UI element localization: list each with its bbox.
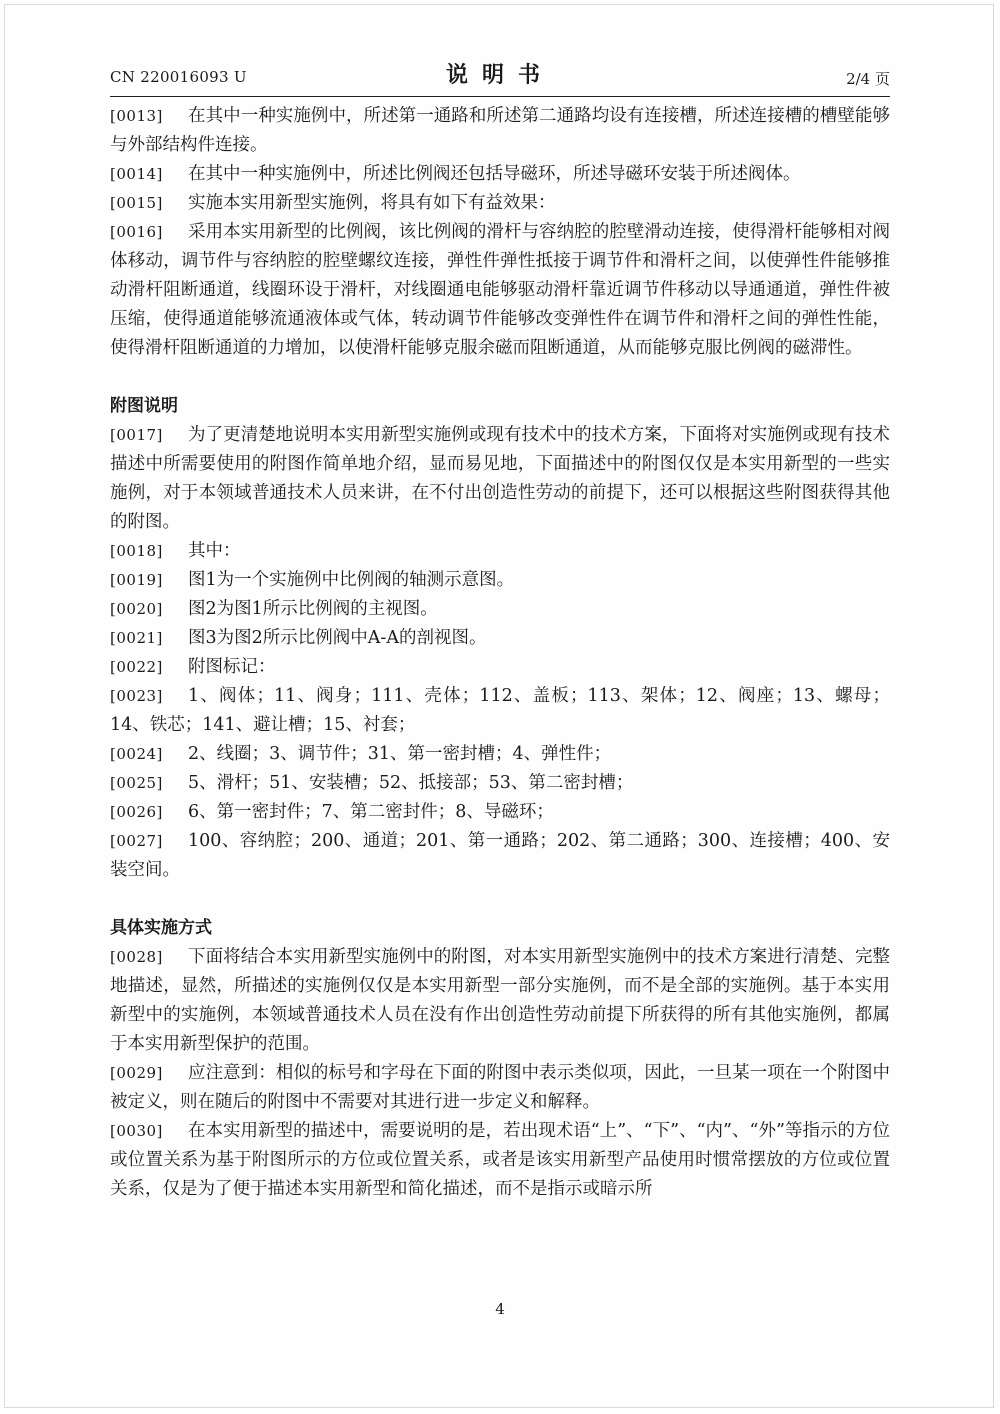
paragraph xyxy=(110,653,890,682)
paragraph-text: 在其中一种实施例中，所述比例阀还包括导磁环，所述导磁环安装于所述阀体。 xyxy=(188,164,801,184)
paragraph-text: 为了更清楚地说明本实用新型实施例或现有技术中的技术方案，下面将对实施例或现有技术描述中所需要使用的附图作简单地介绍，显而易见地，下面描述中的附图仅仅是本实用新型的一些实施例，对于本领域普通技术人员来讲，在不付出创造性劳动的前提下，还可以根据这些附图获得其他的附图。 xyxy=(110,425,890,532)
paragraph-text: 100、容纳腔；200、通道；201、第一通路；202、第二通路；300、连接槽；400、安装空间。 xyxy=(110,831,890,880)
paragraph-number: [0026] xyxy=(110,803,163,821)
paragraph-number: [0015] xyxy=(110,194,163,212)
paragraph-text: 2、线圈；3、调节件；31、第一密封槽；4、弹性件； xyxy=(188,744,612,764)
paragraph-number: [0024] xyxy=(110,745,163,763)
paragraph xyxy=(110,827,890,885)
paragraph xyxy=(110,160,890,189)
paragraph-text: 图1为一个实施例中比例阀的轴测示意图。 xyxy=(188,570,515,590)
paragraph xyxy=(110,421,890,537)
patent-number: CN 220016093 U xyxy=(110,68,247,86)
paragraph-number: [0019] xyxy=(110,571,163,589)
paragraph xyxy=(110,1117,890,1204)
paragraph-text: 5、滑杆；51、安装槽；52、抵接部；53、第二密封槽； xyxy=(188,773,634,793)
page-header xyxy=(110,58,890,94)
paragraph-number: [0018] xyxy=(110,542,163,560)
paragraph-number: [0014] xyxy=(110,165,163,183)
paragraph-text: 附图标记： xyxy=(188,657,276,677)
paragraph xyxy=(110,595,890,624)
paragraph-number: [0017] xyxy=(110,426,163,444)
paragraph-number: [0021] xyxy=(110,629,163,647)
paragraph-group-figures xyxy=(110,421,890,885)
document-title: 说明书 xyxy=(445,63,554,88)
paragraph-text: 在其中一种实施例中，所述第一通路和所述第二通路均设有连接槽，所述连接槽的槽壁能够与外部结构件连接。 xyxy=(110,106,890,155)
paragraph-number: [0013] xyxy=(110,107,163,125)
paragraph-text: 采用本实用新型的比例阀，该比例阀的滑杆与容纳腔的腔壁滑动连接，使得滑杆能够相对阀体移动，调节件与容纳腔的腔壁螺纹连接，弹性件弹性抵接于调节件和滑杆之间，以使弹性件能够推动滑杆阻断通道，线圈环设于滑杆，对线圈通电能够驱动滑杆靠近调节件移动以导通通道，弹性件被压缩，使得通道能够流通液体或气体，转动调节件能够改变弹性件在调节件和滑杆之间的弹性性能，使得滑杆阻断通道的力增加，以使滑杆能够克服余磁而阻断通道，从而能够克服比例阀的磁滞性。 xyxy=(110,222,890,358)
document-body xyxy=(110,102,890,1204)
paragraph xyxy=(110,1059,890,1117)
paragraph-number: [0028] xyxy=(110,948,163,966)
paragraph-text: 其中： xyxy=(188,541,241,561)
paragraph xyxy=(110,624,890,653)
paragraph-group-intro xyxy=(110,102,890,363)
paragraph xyxy=(110,740,890,769)
paragraph xyxy=(110,102,890,160)
paragraph-number: [0023] xyxy=(110,687,163,705)
paragraph-text: 应注意到：相似的标号和字母在下面的附图中表示类似项，因此，一旦某一项在一个附图中被定义，则在随后的附图中不需要对其进行进一步定义和解释。 xyxy=(110,1063,890,1112)
paragraph-number: [0025] xyxy=(110,774,163,792)
paragraph-text: 图3为图2所示比例阀中A-A的剖视图。 xyxy=(188,628,487,648)
paragraph-text: 图2为图1所示比例阀的主视图。 xyxy=(188,599,438,619)
paragraph xyxy=(110,218,890,363)
paragraph-number: [0030] xyxy=(110,1122,163,1140)
paragraph xyxy=(110,798,890,827)
paragraph xyxy=(110,943,890,1059)
paragraph xyxy=(110,769,890,798)
paragraph xyxy=(110,682,890,740)
paragraph-text: 在本实用新型的描述中，需要说明的是，若出现术语“上”、“下”、“内”、“外”等指示的方位或位置关系为基于附图所示的方位或位置关系，或者是该实用新型产品使用时惯常摆放的方位或位置关系，仅是为了便于描述本实用新型和简化描述，而不是指示或暗示所 xyxy=(110,1121,890,1199)
paragraph-number: [0016] xyxy=(110,223,163,241)
paragraph-number: [0029] xyxy=(110,1064,163,1082)
paragraph-number: [0022] xyxy=(110,658,163,676)
paragraph-text: 1、阀体；11、阀身；111、壳体；112、盖板；113、架体；12、阀座；13、螺母；14、铁芯；141、避让槽；15、衬套； xyxy=(110,686,890,735)
paragraph-text: 实施本实用新型实施例，将具有如下有益效果： xyxy=(188,193,556,213)
paragraph-number: [0020] xyxy=(110,600,163,618)
paragraph-text: 6、第一密封件；7、第二密封件；8、导磁环； xyxy=(188,802,554,822)
paragraph xyxy=(110,537,890,566)
header-rule xyxy=(110,96,890,97)
page-number: 4 xyxy=(495,1300,505,1318)
paragraph-text: 下面将结合本实用新型实施例中的附图，对本实用新型实施例中的技术方案进行清楚、完整地描述，显然，所描述的实施例仅仅是本实用新型一部分实施例，而不是全部的实施例。基于本实用新型中的实施例，本领域普通技术人员在没有作出创造性劳动前提下所获得的所有其他实施例，都属于本实用新型保护的范围。 xyxy=(110,947,890,1054)
page-count: 2/4 页 xyxy=(846,70,890,88)
paragraph xyxy=(110,566,890,595)
paragraph xyxy=(110,189,890,218)
section-heading-embodiments: 具体实施方式 xyxy=(110,918,212,938)
section-heading-figures: 附图说明 xyxy=(110,396,178,416)
paragraph-number: [0027] xyxy=(110,832,163,850)
paragraph-group-embodiments xyxy=(110,943,890,1204)
